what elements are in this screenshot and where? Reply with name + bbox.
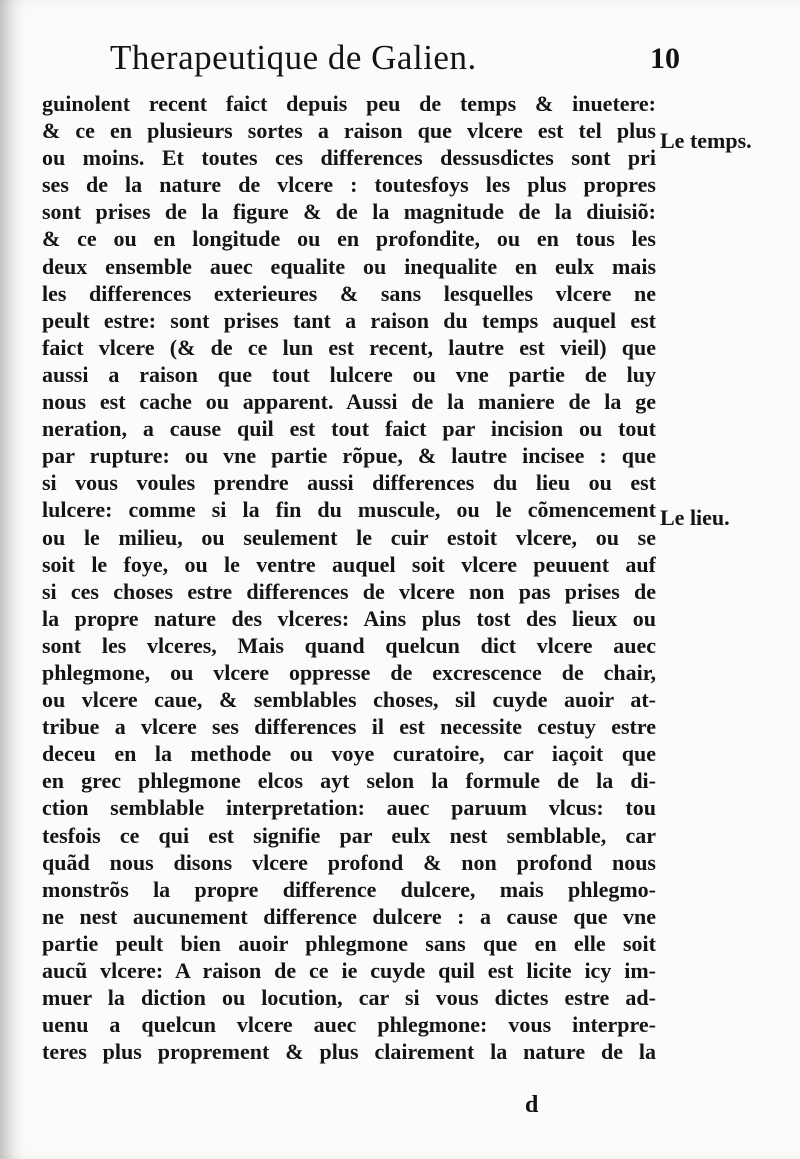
text-line: teres plus proprement & plus clairement la nature de la [42, 1039, 656, 1065]
text-line: deceu en la methode ou voye curatoire, car iaçoit que [42, 741, 656, 767]
text-line: ou vlcere caue, & semblables choses, sil cuyde auoir at- [42, 687, 656, 713]
text-line: monstrõs la propre difference dulcere, mais phlegmo- [42, 876, 656, 902]
text-line: sont prises de la figure & de la magnitude de la diuisiõ: [42, 199, 656, 225]
text-line: phlegmone, ou vlcere oppresse de excrescence de chair, [42, 659, 656, 685]
text-line: ou le milieu, ou seulement le cuir estoit vlcere, ou se [42, 524, 656, 550]
text-line: aucũ vlcere: A raison de ce ie cuyde quil est licite icy im- [42, 958, 656, 983]
page-number: 10 [650, 42, 680, 75]
text-line: uenu a quelcun vlcere auec phlegmone: vous interpre- [42, 1012, 656, 1038]
text-line: si ces choses estre differences de vlcere non pas prises de [42, 578, 656, 604]
text-line: sont les vlceres, Mais quand quelcun dict vlcere auec [42, 632, 656, 658]
text-line: ction semblable interpretation: auec paruum vlcus: tou [42, 795, 656, 821]
running-title: Therapeutique de Galien. [110, 38, 477, 77]
marginal-note-time: Le temps. [660, 128, 752, 153]
signature-mark: d [525, 1092, 539, 1118]
text-line: aussi a raison que tout lulcere ou vne partie de luy [42, 361, 656, 387]
text-line: en grec phlegmone elcos ayt selon la formule de la di- [42, 768, 656, 794]
text-line: deux ensemble auec equalite ou inequalite en eulx mais [42, 253, 656, 279]
text-line: & ce ou en longitude ou en profondite, ou en tous les [42, 226, 656, 252]
text-line: ne nest aucunement difference dulcere : a cause que vne [42, 903, 656, 929]
text-line: ou moins. Et toutes ces differences dessusdictes sont pri [42, 145, 656, 171]
text-line: quãd nous disons vlcere profond & non profond nous [42, 849, 656, 875]
text-line: faict vlcere (& de ce lun est recent, lautre est vieil) que [42, 334, 656, 360]
text-line: la propre nature des vlceres: Ains plus tost des lieux ou [42, 605, 656, 631]
text-line: par rupture: ou vne partie rõpue, & lautre incisee : que [42, 443, 656, 469]
text-line: & ce en plusieurs sortes a raison que vlcere est tel plus [42, 118, 656, 144]
text-line: partie peult bien auoir phlegmone sans que en elle soit [42, 930, 656, 956]
text-line: muer la diction ou locution, car si vous dictes estre ad- [42, 985, 656, 1011]
text-line: si vous voules prendre aussi differences du lieu ou est [42, 470, 656, 496]
text-line: ses de la nature de vlcere : toutesfoys les plus propres [42, 172, 656, 198]
text-line: guinolent recent faict depuis peu de temps & inuetere: [42, 91, 656, 116]
text-line: lulcere: comme si la fin du muscule, ou le cõmencement [42, 497, 656, 523]
body-text [42, 90, 656, 1065]
text-line: tribue a vlcere ses differences il est necessite cestuy estre [42, 714, 656, 740]
bleed-through-shadow [662, 540, 792, 610]
page-header [110, 28, 690, 80]
marginal-note-place: Le lieu. [660, 505, 730, 530]
text-line: peult estre: sont prises tant a raison du temps auquel est [42, 307, 656, 333]
text-line: soit le foye, ou le ventre auquel soit vlcere peuuent auf [42, 551, 656, 577]
text-line: nous est cache ou apparent. Aussi de la maniere de la ge [42, 389, 656, 415]
text-line: tesfois ce qui est signifie par eulx nest semblable, car [42, 822, 656, 848]
text-line: les differences exterieures & sans lesquelles vlcere ne [42, 280, 656, 306]
text-line: neration, a cause quil est tout faict par incision ou tout [42, 416, 656, 442]
